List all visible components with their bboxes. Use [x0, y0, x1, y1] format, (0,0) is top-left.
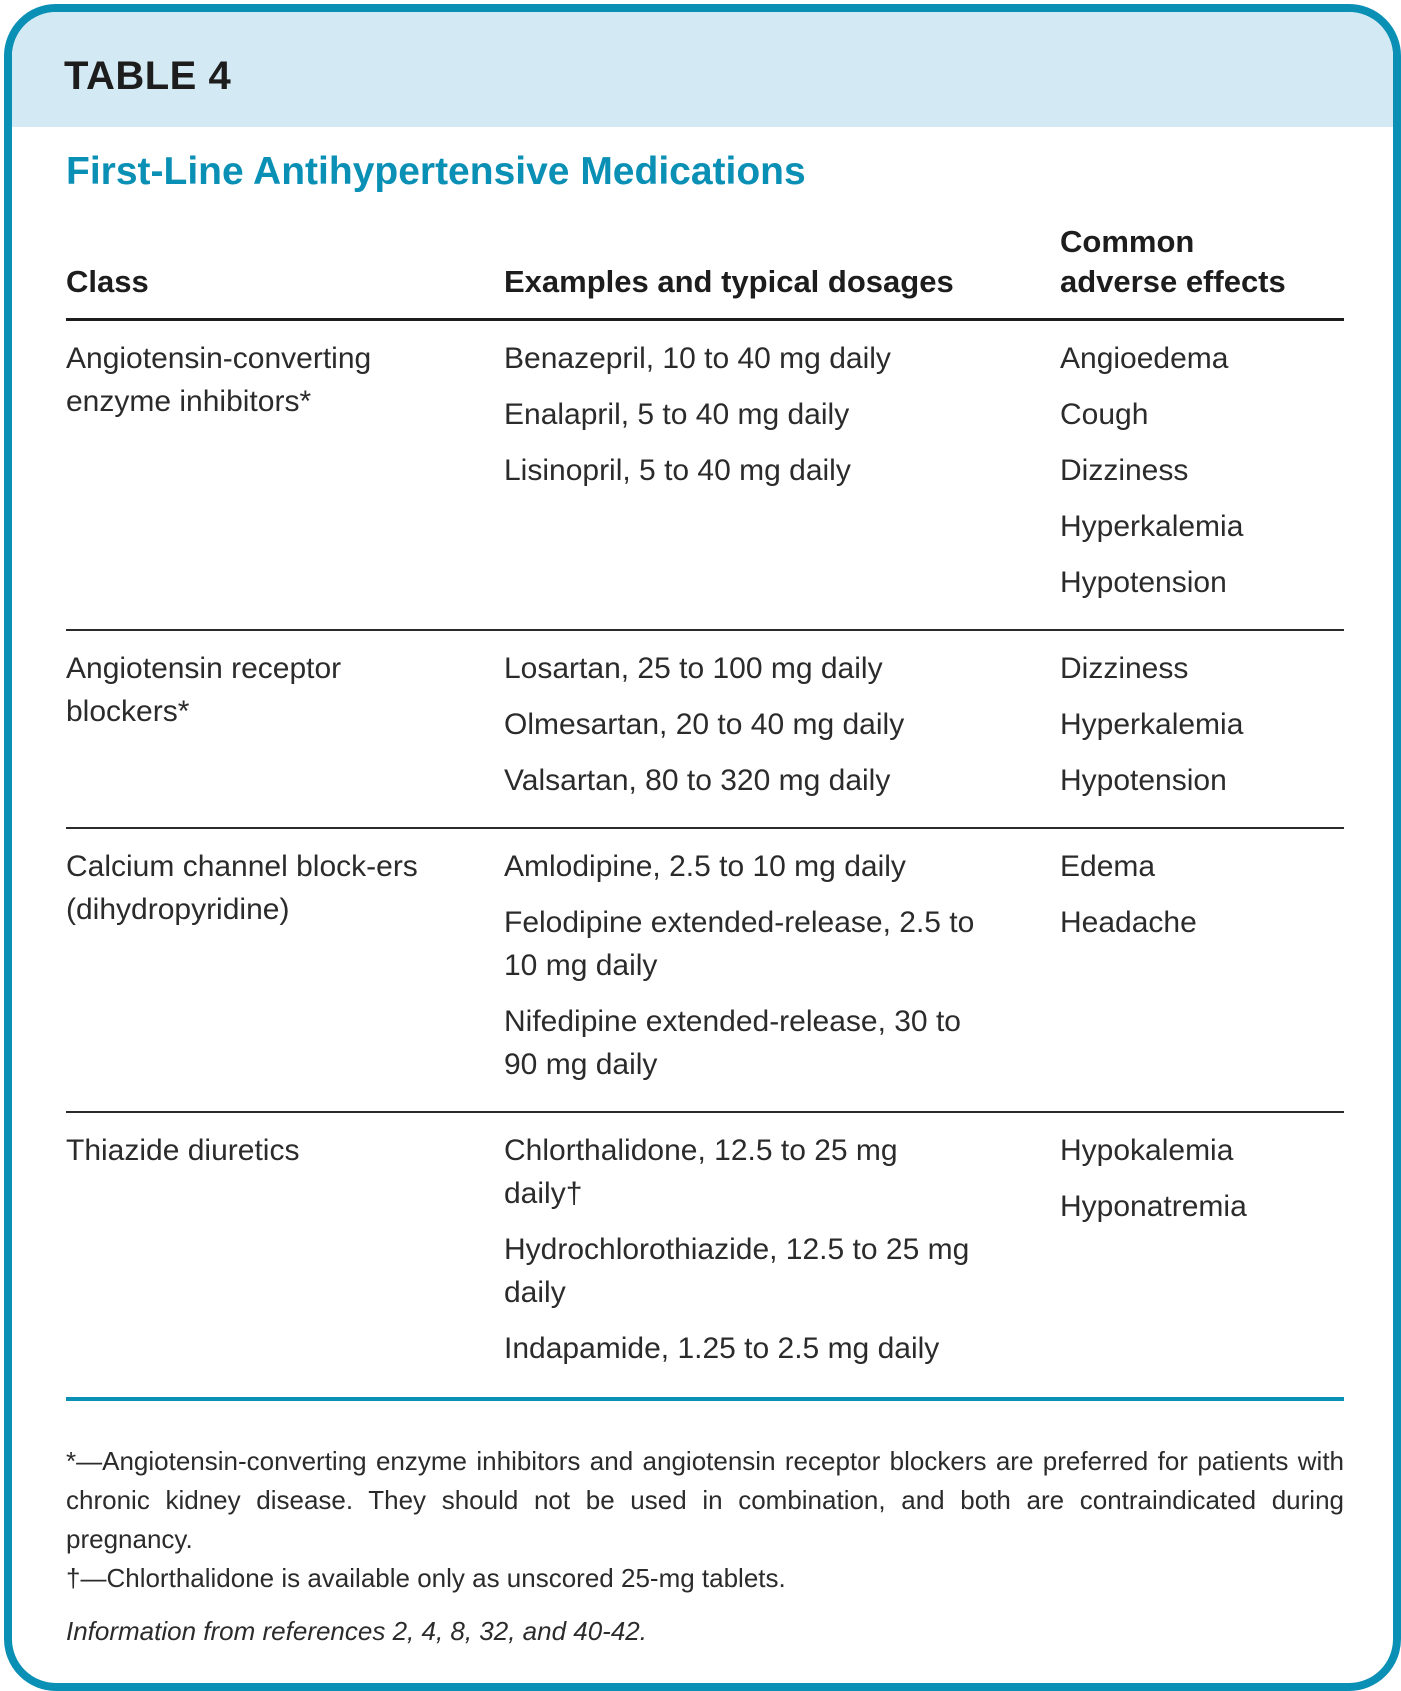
- medications-table: [66, 222, 1344, 1401]
- class-cell: [66, 647, 504, 815]
- examples-cell: [504, 845, 1060, 1099]
- example-dosage: Enalapril, 5 to 40 mg daily: [504, 398, 850, 431]
- example-dosage: Losartan, 25 to 100 mg daily: [504, 652, 883, 685]
- footnotes: [66, 1442, 1344, 1651]
- table-title: First-Line Antihypertensive Medications: [66, 150, 806, 193]
- footnote: †—Chlorthalidone is available only as unscored 25-mg tablets.: [66, 1563, 786, 1593]
- table-row: [66, 631, 1344, 829]
- class-name: Calcium channel block-ers (dihydropyridine): [66, 850, 418, 926]
- table-header: [66, 222, 1344, 321]
- footnote: *—Angiotensin-converting enzyme inhibitors and angiotensin receptor blockers are preferred for patients with chronic kidney disease. They should not be used in combination, and both are contraindicated during pregnancy.: [66, 1446, 1344, 1554]
- adverse-effect: Hyponatremia: [1060, 1190, 1247, 1223]
- header-effects: Common adverse effects: [1060, 224, 1286, 299]
- example-dosage: Olmesartan, 20 to 40 mg daily: [504, 708, 905, 741]
- header-examples: Examples and typical dosages: [504, 264, 954, 299]
- effects-cell: [1060, 337, 1344, 617]
- example-dosage: Felodipine extended-release, 2.5 to 10 mg daily: [504, 906, 975, 982]
- table-row: [66, 1113, 1344, 1401]
- table-row: [66, 321, 1344, 631]
- example-dosage: Nifedipine extended-release, 30 to 90 mg daily: [504, 1005, 961, 1081]
- class-cell: [66, 1129, 504, 1383]
- examples-cell: [504, 647, 1060, 815]
- table-row: [66, 829, 1344, 1113]
- table-card: [4, 4, 1401, 1691]
- example-dosage: Lisinopril, 5 to 40 mg daily: [504, 454, 851, 487]
- table-label: TABLE 4: [64, 54, 232, 98]
- class-name: Thiazide diuretics: [66, 1134, 300, 1167]
- adverse-effect: Angioedema: [1060, 342, 1229, 375]
- class-cell: [66, 337, 504, 617]
- example-dosage: Indapamide, 1.25 to 2.5 mg daily: [504, 1332, 940, 1365]
- class-name: Angiotensin-converting enzyme inhibitors*: [66, 342, 372, 418]
- example-dosage: Amlodipine, 2.5 to 10 mg daily: [504, 850, 906, 883]
- example-dosage: Valsartan, 80 to 320 mg daily: [504, 764, 891, 797]
- header-class: Class: [66, 264, 149, 299]
- effects-cell: [1060, 845, 1344, 1099]
- examples-cell: [504, 1129, 1060, 1383]
- source-note: Information from references 2, 4, 8, 32, and 40-42.: [66, 1616, 647, 1646]
- adverse-effect: Hypotension: [1060, 566, 1227, 599]
- adverse-effect: Dizziness: [1060, 652, 1189, 685]
- adverse-effect: Hyperkalemia: [1060, 708, 1244, 741]
- adverse-effect: Dizziness: [1060, 454, 1189, 487]
- effects-cell: [1060, 1129, 1344, 1383]
- adverse-effect: Hyperkalemia: [1060, 510, 1244, 543]
- adverse-effect: Hypotension: [1060, 764, 1227, 797]
- example-dosage: Hydrochlorothiazide, 12.5 to 25 mg daily: [504, 1233, 970, 1309]
- example-dosage: Benazepril, 10 to 40 mg daily: [504, 342, 891, 375]
- class-name: Angiotensin receptor blockers*: [66, 652, 342, 728]
- examples-cell: [504, 337, 1060, 617]
- adverse-effect: Hypokalemia: [1060, 1134, 1234, 1167]
- effects-cell: [1060, 647, 1344, 815]
- adverse-effect: Cough: [1060, 398, 1149, 431]
- adverse-effect: Headache: [1060, 906, 1197, 939]
- example-dosage: Chlorthalidone, 12.5 to 25 mg daily†: [504, 1134, 898, 1210]
- class-cell: [66, 845, 504, 1099]
- adverse-effect: Edema: [1060, 850, 1156, 883]
